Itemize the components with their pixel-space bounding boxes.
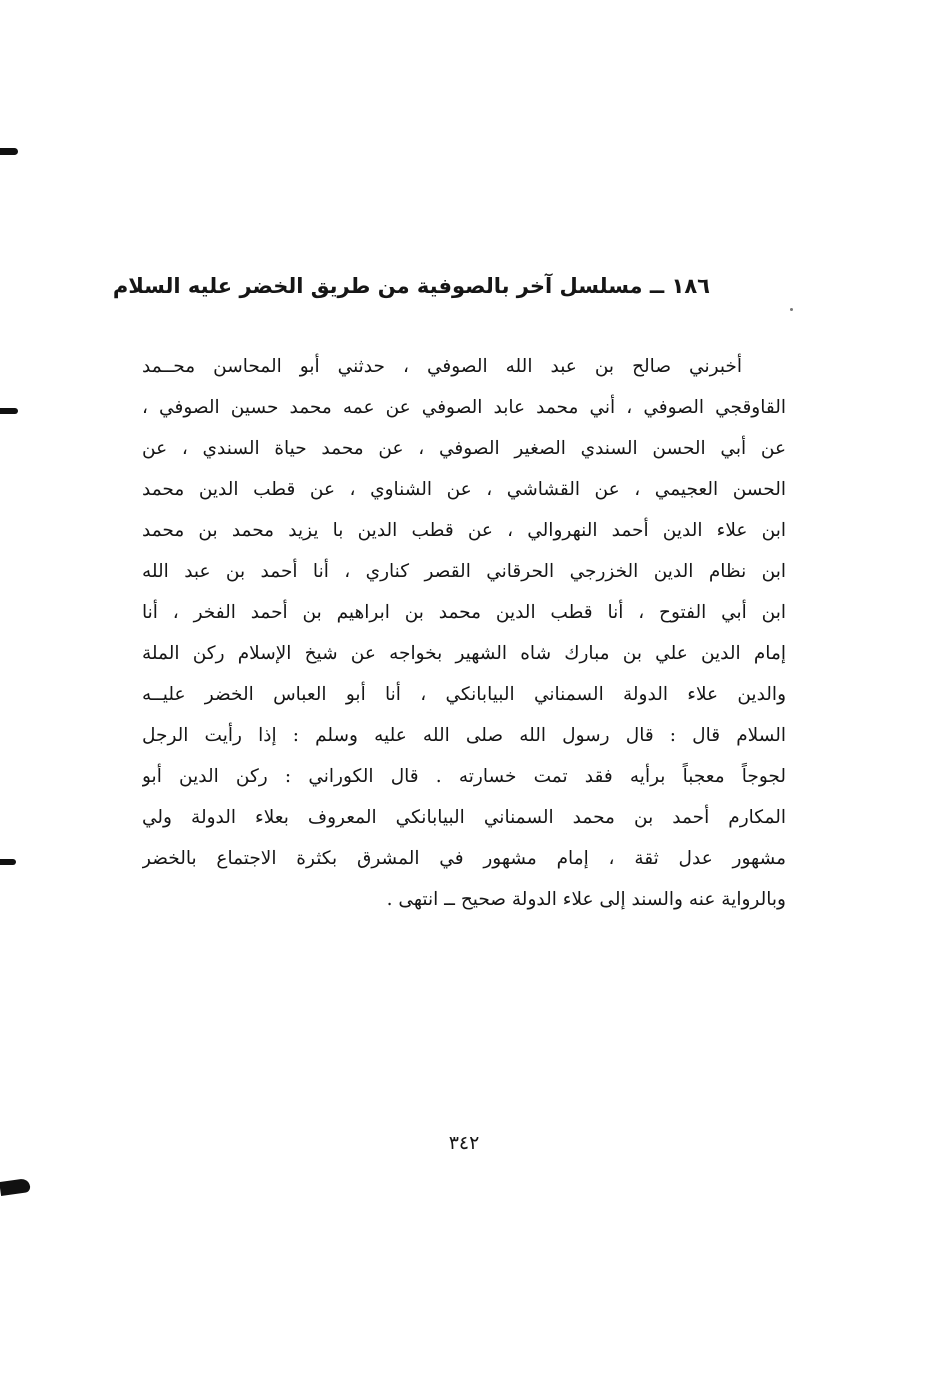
scan-edge-mark	[0, 148, 18, 155]
scan-edge-mark	[0, 859, 16, 865]
text-line: ابن أبي الفتوح ، أنا قطب الدين محمد بن ابراهيم بن أحمد الفخر ، أنا	[142, 602, 786, 623]
text-line: إمام الدين علي بن مبارك شاه الشهير بخواجه عن شيخ الإسلام ركن الملة	[142, 643, 786, 664]
scan-edge-mark	[0, 1178, 31, 1196]
text-line: السلام قال : قال رسول الله صلى الله عليه وسلم : إذا رأيت الرجل	[142, 725, 786, 746]
body-paragraph	[142, 346, 786, 920]
text-line: القاوقجي الصوفي ، أني محمد عابد الصوفي عن عمه محمد حسين الصوفي ،	[142, 397, 786, 418]
text-line: وبالرواية عنه والسند إلى علاء الدولة صحيح ــ انتهى .	[386, 889, 786, 910]
text-line: مشهور عدل ثقة ، إمام مشهور في المشرق بكثرة الاجتماع بالخضر	[142, 848, 786, 869]
text-line: لجوجاً معجباً برأيه فقد تمت خسارته . قال الكوراني : ركن الدين أبو	[142, 766, 786, 787]
text-line: عن أبي الحسن السندي الصغير الصوفي ، عن محمد حياة السندي ، عن	[142, 438, 786, 459]
text-line: والدين علاء الدولة السمناني البيابانكي ، أنا أبو العباس الخضر عليــه	[142, 684, 786, 705]
scan-edge-mark	[0, 408, 18, 414]
page-number: ٣٤٢	[448, 1132, 480, 1154]
text-line: أخبرني صالح بن عبد الله الصوفي ، حدثني أبو المحاسن محــمد	[142, 356, 742, 377]
text-line: الحسن العجيمي ، عن القشاشي ، عن الشناوي ، عن قطب الدين محمد	[142, 479, 786, 500]
text-line: ابن علاء الدين أحمد النهروالي ، عن قطب الدين با يزيد محمد بن محمد	[142, 520, 786, 541]
text-line: المكارم أحمد بن محمد السمناني البيابانكي المعروف بعلاء الدولة ولي	[142, 807, 786, 828]
text-line: ابن نظام الدين الخزرجي الحرقاني القصر كناري ، أنا أحمد بن عبد الله	[142, 561, 786, 582]
scan-speck	[790, 308, 793, 311]
chapter-heading: ١٨٦ ــ مسلسل آخر بالصوفية من طريق الخضر عليه السلام	[112, 274, 710, 298]
